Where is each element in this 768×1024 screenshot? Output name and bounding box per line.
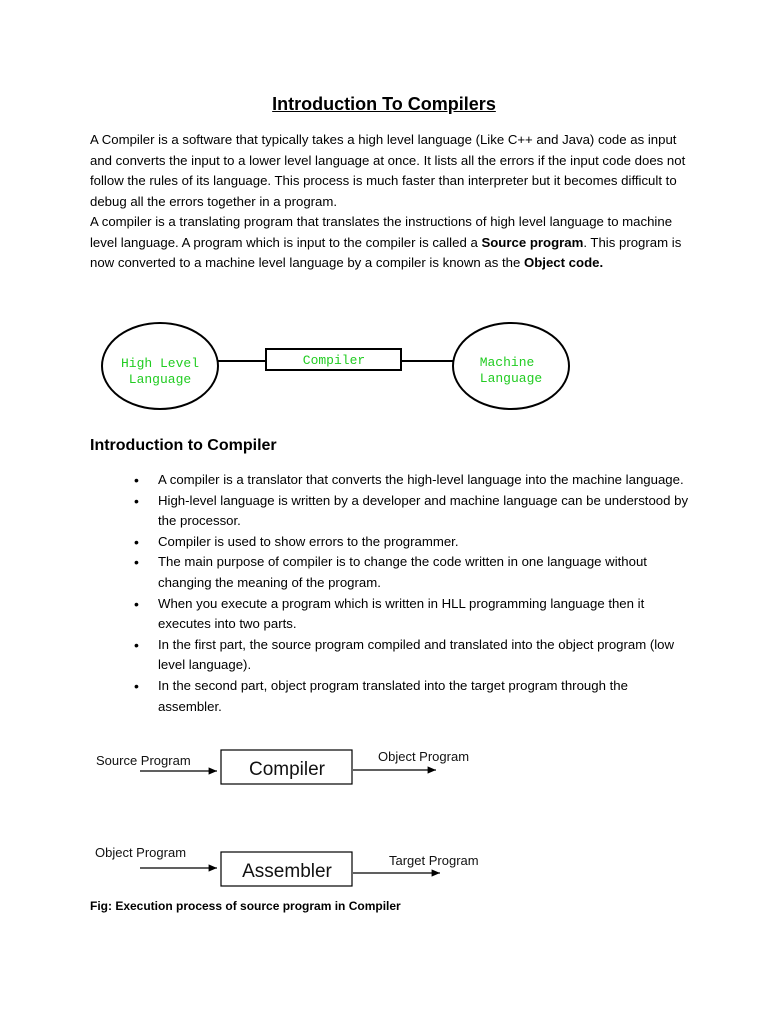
- source-program-label: Source Program: [96, 753, 191, 768]
- machine-label-line1: Machine: [479, 355, 535, 370]
- list-item: • The main purpose of compiler is to change the code written in one language without changing the meaning of the program.: [130, 552, 690, 593]
- list-item: • When you execute a program which is written in HLL programming language then it executes into two parts.: [130, 594, 690, 635]
- definition-text-continued: . This program is now converted to a machine level language by a compiler is known as the: [90, 234, 682, 271]
- bullet-list: [130, 470, 690, 717]
- source-program-term: Source program: [481, 234, 584, 250]
- definition-text: A compiler is a translating program that translates the instructions of high level language to machine level language. A program which is input to the compiler is called a: [90, 214, 673, 250]
- high-level-label-line1: High Level: [120, 356, 200, 371]
- list-item: • A compiler is a translator that converts the high-level language into the machine language.: [130, 470, 690, 491]
- compiler-box-label: Compiler: [248, 759, 326, 780]
- high-level-label-line2: Language: [128, 372, 192, 387]
- compiler-overview-diagram: [96, 316, 576, 416]
- definition-paragraph: [90, 212, 690, 274]
- compiler-node-label: Compiler: [302, 353, 366, 368]
- page-title: Introduction To Compilers: [272, 94, 496, 114]
- object-program-output-label: Object Program: [378, 749, 470, 764]
- assembler-box-label: Assembler: [242, 861, 332, 882]
- machine-label-line2: Language: [479, 371, 543, 386]
- list-item: • Compiler is used to show errors to the programmer.: [130, 532, 690, 553]
- execution-process-diagram: [90, 740, 500, 890]
- section-heading: Introduction to Compiler: [90, 437, 277, 454]
- object-code-term: Object code.: [523, 255, 604, 271]
- intro-paragraph: A Compiler is a software that typically takes a high level language (Like C++ and Java) code as input and converts the input to a lower level language at once. It lists all the errors if the input code does not follow the rules of its language. This process is much faster than interpreter but it becomes difficult to debug all the errors together in a program.: [90, 132, 686, 209]
- figure-caption: Fig: Execution process of source program in Compiler: [90, 899, 401, 913]
- list-item: • In the first part, the source program compiled and translated into the object program (low level language).: [130, 635, 690, 676]
- list-item: • High-level language is written by a developer and machine language can be understood by the processor.: [130, 491, 690, 532]
- list-item: • In the second part, object program translated into the target program through the assembler.: [130, 676, 690, 717]
- target-program-label: Target Program: [389, 853, 479, 868]
- object-program-input-label: Object Program: [95, 845, 187, 860]
